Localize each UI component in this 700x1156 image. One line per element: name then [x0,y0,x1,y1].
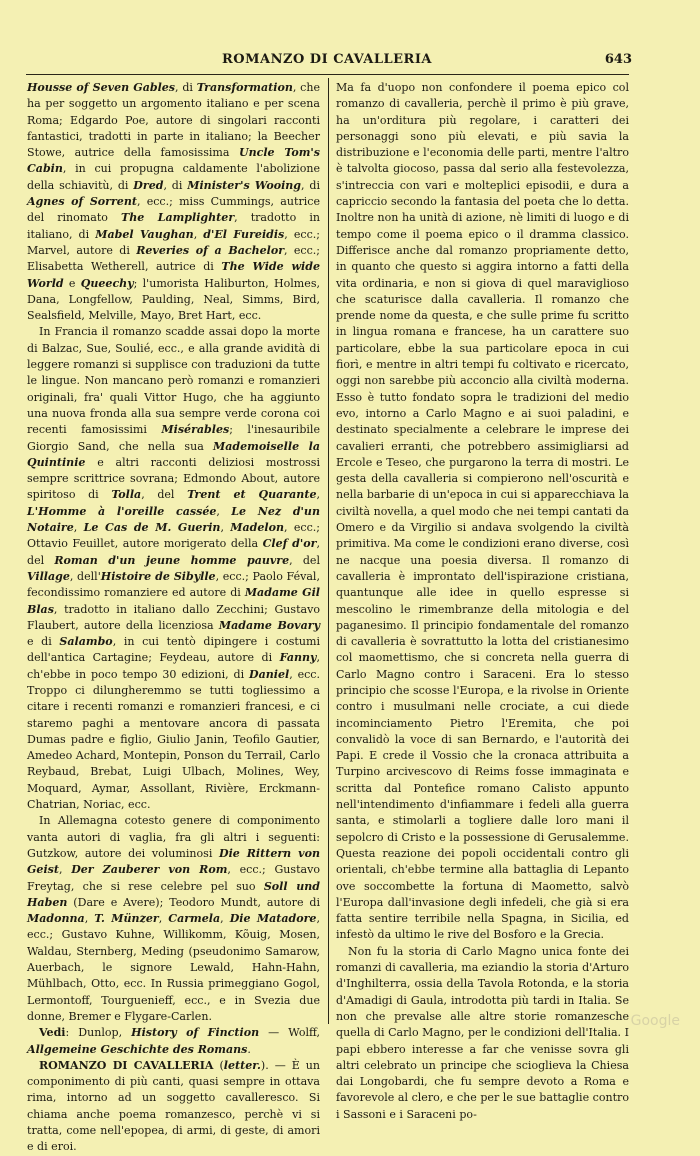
page-number: 643 [604,52,632,67]
paragraph: Housse of Seven Gables, di Transformation, che ha per soggetto un argomento italiano e per scena Roma; Edgardo Poe, autore di singolari racconti fantastici, tradotti in parte in italiano; la Beecher Stowe, autrice della famosissima Uncle Tom's Cabin, in cui propugna caldamente l'abolizione della schiavitù, di Dred, di Minister's Wooing, di Agnes of Sorrent, ecc.; miss Cummings, autrice del rinomato The Lamplighter, tradotto in italiano, di Mabel Vaughan, d'El Fureidis, ecc.; Marvel, autore di Reveries of a Bachelor, ecc.; Elisabetta Wetherell, autrice di The Wide wide World e Queechy; l'umorista Haliburton, Holmes, Dana, Longfellow, Paulding, Neal, Simms, Bird, Sealsfield, Melville, Mayo, Bret Hart, ecc. [27,81,321,323]
paragraph: ROMANZO DI CAVALLERIA (letter.). — È un componimento di più canti, quasi sempre in ottava rima, intorno ad un soggetto cavalleresco. Si chiama anche poema romanzesco, perchè vi si tratta, come nell'epopea, di armi, di geste, di amori e di eroi. [27,1058,321,1154]
header-rule [26,74,629,75]
paragraph: In Francia il romanzo scadde assai dopo la morte di Balzac, Sue, Soulié, ecc., e alla grande avidità di leggere romanzi si supplisce con traduzioni da tutte le lingue. Non mancano però romanzi e romanzieri originali, fra' quali Vittor Hugo, che ha aggiunto una nuova fronda alla sua sempre verde corona coi recenti famosissimi Misérables; l'inesauribile Giorgio Sand, che nella sua Mademoiselle la Quintinie e altri racconti deliziosi mostrossi sempre scrittrice sovrana; Edmondo About, autore spiritoso di Tolla, del Trent et Quarante, L'Homme à l'oreille cassée, Le Nez d'un Notaire, Le Cas de M. Guerin, Madelon, ecc.; Ottavio Feuillet, autore morigerato della Clef d'or, del Roman d'un jeune homme pauvre, del Village, dell'Histoire de Sibylle, ecc.; Paolo Féval, fecondissimo romanziere ed autore di Madame Gil Blas, tradotto in italiano dallo Zecchini; Gustavo Flaubert, autore della licenziosa Madame Bovary e di Salambo, in cui tentò dipingere i costumi dell'antica Cartagine; Feydeau, autore di Fanny, ch'ebbe in poco tempo 30 edizioni, di Daniel, ecc. Troppo ci dilungheremmo se tutti togliessimo a citare i recenti romanzi e romanzieri francesi, e ci staremo paghi a mentovare ancora di passata Dumas padre e figlio, Giulio Janin, Teofilo Gautier, Amedeo Achard, Montepin, Ponson du Terrail, Carlo Reybaud, Brebat, Luigi Ulbach, Molines, Wey, Moquard, Aymar, Assollant, Rivière, Erckmann-Chatrian, Noriac, ecc. [27,325,321,812]
watermark-text: Google [630,1013,680,1029]
paragraph: Non fu la storia di Carlo Magno unica fonte dei romanzi di cavalleria, ma eziandio la storia d'Arturo d'Inghilterra, ossia della Tavola Rotonda, e la storia d'Amadigi di Gaula, introdotta più tardi in Italia. Se non che prevalse alle altre storie romanzesche quella di Carlo Magno, per le condizioni dell'Italia. I papi ebbero interesse a far che venisse sovra gli altri celebrato un principe che scioglieva la Chiesa dai Longobardi, che fu sempre devoto a Roma e favorevole al clero, e che per le sue battaglie contro i Sassoni e i Saraceni po- [336,944,629,1121]
watermark [631,1013,680,1029]
column-divider [328,78,329,1024]
running-header [26,50,632,72]
left-column [27,80,321,1154]
paragraph: Ma fa d'uopo non confondere il poema epico col romanzo di cavalleria, perchè il primo è più grave, ha un'orditura più regolare, i caratteri dei personaggi sono più elevati, e più savia la distribuzione e l'economia delle parti, mentre l'altro è talvolta giocoso, passa dal serio alla festevolezza, s'intreccia con vari e molteplici episodii, e dura a capriccio secondo la fantasia del poeta che lo detta. Inoltre non ha unità di azione, nè limiti di luogo e di tempo come il poema epico o il dramma classico. Differisce anche dal romanzo propriamente detto, in quanto che questo si aggira intorno a fatti della vita ordinaria, e non si giova di quel maraviglioso che scaturisce dalla cavalleria. Il romanzo che prende nome da questa, e che sulle prime fu scritto in lingua romana e francese, ha un carattere suo particolare, ebbe la sua particolare epoca in cui fiorì, e mentre in altri tempi fu coltivato e ricercato, oggi non sarebbe più acconcio alla civiltà moderna. Esso è tutto fondato sopra le tradizioni del medio evo, intorno a Carlo Magno e ai suoi paladini, e destinato specialmente a celebrare le imprese dei cavalieri erranti, che potrebbero assimigliarsi ad Ercole e Teseo, che purgarono la terra di mostri. Le gesta della cavalleria si compierono nell'oscurità e nella barbarie di un'epoca in cui si apparecchiava la civiltà novella, a quel modo che nei tempi cantati da Omero e da Virgilio si andava svolgendo la civiltà primitiva. Ma come le condizioni erano diverse, così ne nacque una poesia diversa. Il romanzo di cavalleria è improntato dell'ispirazione cristiana, quantunque alle idee in quello espresse si mescolino le rimembranze della mitologia e del paganesimo. Il principio fondamentale del romanzo di cavalleria è sovrattutto la lotta del cristianesimo col maomettismo, che si concreta nella guerra di Carlo Magno contro i Saraceni. Era lo stesso principio che scosse l'Europa, e la rivolse in Oriente contro i musulmani nelle crociate, a cui diede incominciamento Pietro l'Eremita, che poi convalidò la voce di san Bernardo, e l'autorità dei Papi. E crede il Vossio che la cronaca attribuita a Turpino arcivescovo di Reims fosse immaginata e scritta dal Pontefice romano Calisto appunto nell'intendimento d'infiammare i fedeli alla guerra santa, e stimolarli a togliere dalle loro mani il sepolcro di Cristo e la possessione di Gerusalemme. Questa reazione dei popoli occidentali contro gli orientali, ch'ebbe termine alla battaglia di Lepanto ove soccombette la fortuna di Maometto, salvò l'Europa dall'invasione degli infedeli, che già si era fatta sentire terribile nella Spagna, in Sicilia, ed infestò da ultimo le rive del Bosforo e la Grecia. [336,81,629,942]
right-column [336,80,629,1121]
paragraph: In Allemagna cotesto genere di componimento vanta autori di vaglia, fra gli altri i seguenti: Gutzkow, autore dei voluminosi Die Rittern von Geist, Der Zauberer von Rom, ecc.; Gustavo Freytag, che si rese celebre pel suo Soll und Haben (Dare e Avere); Teodoro Mundt, autore di Madonna, T. Münzer, Carmela, Die Matadore, ecc.; Gustavo Kuhne, Willikomm, Kõuig, Mosen, Waldau, Sternberg, Meding (pseudonimo Samarow, Auerbach, le signore Lewald, Hahn-Hahn, Mühlbach, Otto, ecc. In Russia primeggiano Gogol, Lermontoff, Tourguenieff, ecc., e in Svezia due donne, Bremer e Flygare-Carlen. [27,814,320,1023]
running-title: ROMANZO DI CAVALLERIA [221,52,433,67]
paragraph: Vedi: Dunlop, History of Finction — Wolff, Allgemeine Geschichte des Romans. [27,1026,320,1056]
